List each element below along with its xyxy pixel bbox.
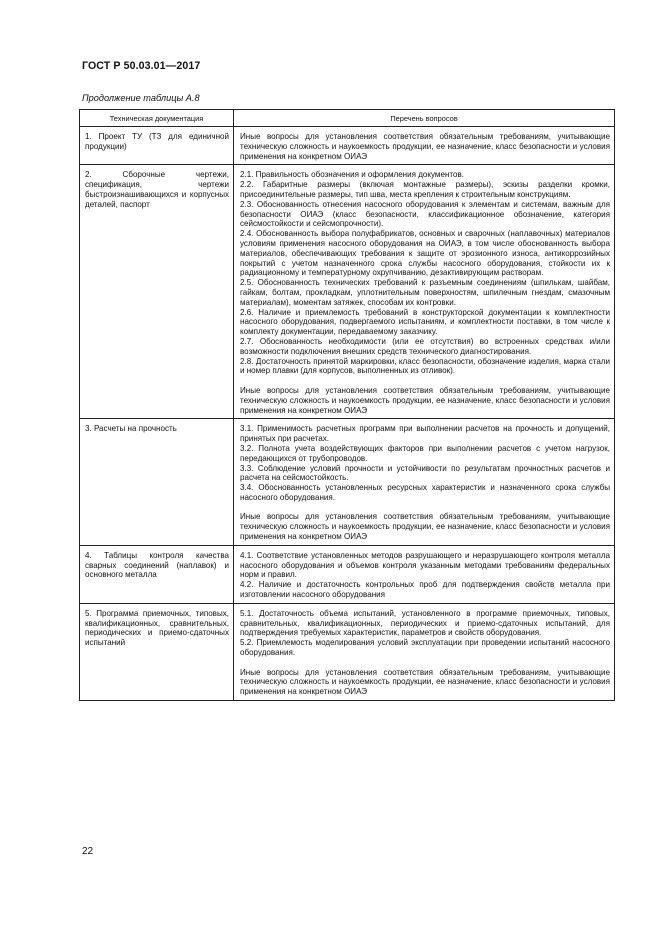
question-item: 4.1. Соответствие установленных методов разрушающего и неразрушающего контроля металла насосного оборудования и объемов контроля указанным методами требованиям федеральных норм и правил. <box>240 550 610 580</box>
questions-cell <box>234 603 615 700</box>
questions-cell <box>234 419 615 546</box>
question-item: 2.7. Обоснованность необходимости (или ее отсутствия) во встроенных средствах и/или возможности подключения внешних средств технического диагностирования. <box>240 336 610 356</box>
table-row <box>80 603 615 700</box>
column-header-questions: Перечень вопросов <box>234 110 615 127</box>
question-item-other: Иные вопросы для установления соответствия обязательным требованиям, учитывающие техническую сложность и наукоемкость продукции, ее назначение, класс безопасности и условия применения на конкретном ОИАЭ <box>240 667 610 697</box>
question-item-other: Иные вопросы для установления соответствия обязательным требованиям, учитывающие техническую сложность и наукоемкость продукции, ее назначение, класс безопасности и условия применения на конкретном ОИАЭ <box>240 385 610 415</box>
documentation-cell: 3. Расчеты на прочность <box>80 419 234 546</box>
question-item: 2.8. Достаточность принятой маркировки, класс безопасности, обозначение изделия, марка стали и номер плавки (для корпусов, выполненных из отливок). <box>240 356 610 376</box>
question-item-other: Иные вопросы для установления соответствия обязательным требованиям, учитывающие техническую сложность и наукоемкость продукции, ее назначение, класс безопасности и условия применения на конкретном ОИАЭ <box>240 512 610 542</box>
questions-cell <box>234 545 615 603</box>
document-code: ГОСТ Р 50.03.01—2017 <box>82 60 201 72</box>
question-item: 4.2. Наличие и достаточность контрольных проб для подтверждения свойств металла при изготовлении насосного оборудования <box>240 580 610 600</box>
questions-cell <box>234 127 615 165</box>
questions-table <box>79 109 615 701</box>
question-item: 3.4. Обоснованность установленных ресурсных характеристик и назначенного срока службы насосного оборудования. <box>240 483 610 502</box>
question-item: 3.3. Соблюдение условий прочности и устойчивости по результатам прочностных расчетов и расчета на сейсмостойкость. <box>240 463 610 483</box>
question-item: Иные вопросы для установления соответствия обязательным требованиям, учитывающие техническую сложность и наукоемкость продукции, ее назначение, класс безопасности и условия применения на конкретном ОИАЭ <box>240 132 610 161</box>
question-item: 5.1. Достаточность объема испытаний, установленного в программе приемочных, типовых, сравнительных, квалификационных, периодических и приемо-сдаточных испытаний, для подтверждения требуемых характеристик, параметров и свойств оборудования. <box>240 608 610 638</box>
questions-cell <box>234 165 615 419</box>
page-number: 22 <box>82 846 94 857</box>
question-item: 2.6. Наличие и приемлемость требований в конструкторской документации к комплектности насосного оборудования, подвергаемого испытаниям, и комплектности поставки, в том числе к комплекту документации, передаваемому заказчику. <box>240 307 610 337</box>
table-header-row <box>80 110 615 127</box>
question-item: 2.4. Обоснованность выбора полуфабрикатов, основных и сварочных (наплавочных) материалов условиям применения насосного оборудования на ОИАЭ, в том числе обоснованность выбора материалов, обеспечивающих требования к защите от эрозионного износа, антикоррозийных покрытий с учетом назначенного срока службы насосного оборудования, стойкости их к радиационному и температурному охрупчиванию, дезактивирующим растворам. <box>240 229 610 278</box>
question-item: 2.3. Обоснованность отнесения насосного оборудования к элементам и системам, важным для безопасности ОИАЭ (класс безопасности, классификационное обозначение, категория сейсмостойкости и сейсмопрочности). <box>240 199 610 229</box>
column-header-documentation: Техническая документация <box>80 110 234 127</box>
question-item: 5.2. Приемлемость моделирования условий эксплуатации при проведении испытаний насосного оборудования. <box>240 638 610 658</box>
question-item: 3.2. Полнота учета воздействующих факторов при выполнении расчетов с учетом нагрузок, передающихся от трубопроводов. <box>240 443 610 463</box>
question-item: 2.1. Правильность обозначения и оформления документов. <box>240 170 464 180</box>
question-item: 2.2. Габаритные размеры (включая монтажные размеры), эскизы разделки кромки, присоединительные размеры, тип шва, места крепления к строительным конструкциям. <box>240 180 610 199</box>
documentation-cell: 1. Проект ТУ (ТЗ для единичной продукции) <box>80 127 234 165</box>
table-caption: Продолжение таблицы А.8 <box>82 93 200 103</box>
table-row <box>80 545 615 603</box>
documentation-cell: 4. Таблицы контроля качества сварных соединений (наплавок) и основного металла <box>80 545 234 603</box>
documentation-cell: 5. Программа приемочных, типовых, квалификационных, сравнительных, периодических и приемо-сдаточных испытаний <box>80 603 234 700</box>
documentation-cell: 2. Сборочные чертежи, спецификация, чертежи быстроизнашивающихся и корпусных деталей, паспорт <box>80 165 234 419</box>
table-row <box>80 419 615 546</box>
question-item: 2.5. Обоснованность технических требований к разъемным соединениям (шпилькам, шайбам, гайкам, болтам, прокладкам, уплотнительным поверхностям, шпилечным гнездам, смазочным материалам), моментам затяжек, способам их контровки. <box>240 278 610 307</box>
question-item: 3.1. Применимость расчетных программ при выполнении расчетов на прочность и допущений, принятых при расчетах. <box>240 424 610 444</box>
table-row <box>80 165 615 419</box>
table-row <box>80 127 615 165</box>
